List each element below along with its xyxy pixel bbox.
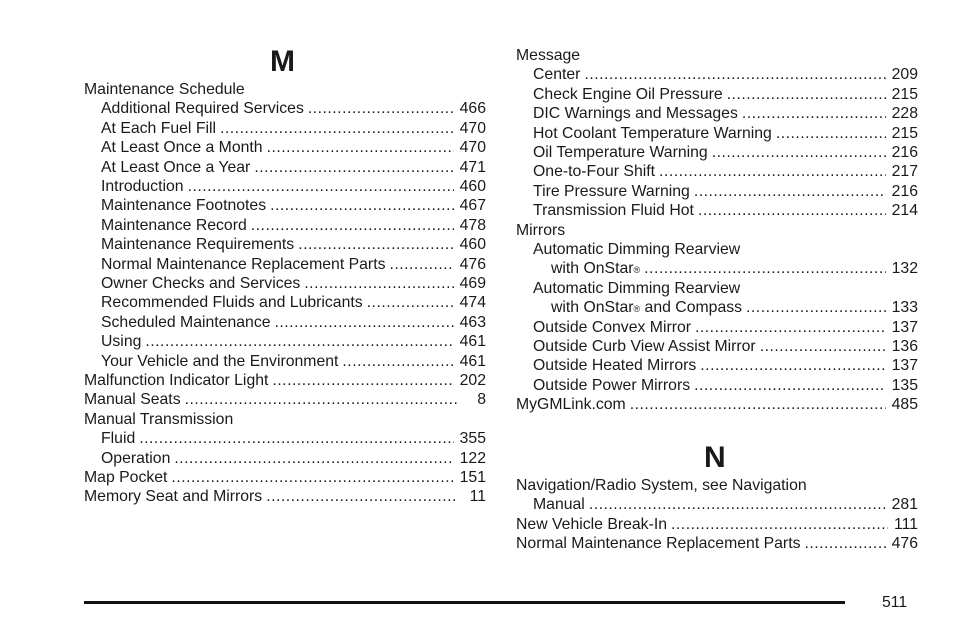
dot-leader [367, 293, 454, 312]
entry-page-number: 474 [459, 294, 486, 312]
page-number: 511 [882, 594, 908, 611]
index-entry [101, 216, 486, 235]
index-entry [101, 332, 486, 351]
index-entry [533, 495, 918, 514]
entry-label: DIC Warnings and Messages [533, 105, 738, 123]
entry-page-number: 8 [477, 391, 486, 409]
entry-label: Normal Maintenance Replacement Parts [516, 535, 801, 553]
entry-page-number: 136 [891, 338, 918, 355]
dot-leader [659, 162, 886, 181]
entry-label: Hot Coolant Temperature Warning [533, 124, 772, 142]
dot-leader [251, 216, 454, 235]
entry-label: Maintenance Footnotes [101, 197, 267, 215]
entry-label: Manual Transmission [84, 410, 234, 428]
entry-page-number: 214 [891, 202, 918, 220]
dot-leader [694, 376, 886, 395]
index-entry [533, 162, 918, 181]
entry-label: Introduction [101, 178, 184, 195]
entry-label: Automatic Dimming Rearview [533, 279, 741, 297]
entry-page-number: 485 [891, 396, 918, 414]
index-entry [84, 80, 486, 99]
entry-label: Manual [533, 496, 585, 514]
entry-label: One-to-Four Shift [533, 163, 656, 181]
index-entry [533, 124, 918, 143]
dot-leader [188, 177, 454, 196]
entry-page-number: 470 [459, 139, 486, 157]
entry-page-number: 463 [459, 313, 486, 331]
entry-page-number: 215 [891, 124, 918, 142]
index-entry [101, 138, 486, 157]
dot-leader [171, 468, 453, 487]
entry-page-number: 355 [459, 430, 486, 448]
index-entry [533, 65, 918, 84]
dot-leader [630, 395, 886, 414]
entry-page-number: 151 [459, 469, 486, 486]
entry-page-number: 122 [459, 449, 486, 467]
dot-leader [220, 119, 454, 138]
index-entry [101, 235, 486, 254]
index-entry [84, 371, 486, 390]
entry-label: Maintenance Record [101, 216, 247, 234]
dot-leader [760, 337, 886, 356]
entry-label: Outside Curb View Assist Mirror [533, 338, 756, 355]
entry-label: Owner Checks and Services [101, 275, 301, 292]
dot-leader [270, 196, 454, 215]
dot-leader [695, 318, 886, 337]
index-entry [84, 410, 486, 429]
entry-label: Manual Seats [84, 391, 181, 409]
entry-page-number: 470 [459, 119, 486, 137]
entry-page-number: 466 [459, 100, 486, 118]
entry-page-number: 460 [459, 236, 486, 254]
index-entry [101, 196, 486, 215]
index-entry [533, 318, 918, 337]
entry-page-number: 281 [891, 496, 918, 514]
entry-page-number: 135 [891, 376, 918, 394]
entry-label: Memory Seat and Mirrors [84, 488, 263, 506]
dot-leader [698, 201, 886, 220]
index-entry [101, 352, 486, 371]
index-entry [533, 356, 918, 375]
index-entry: with OnStar ® and Compass ..... 133 [551, 298, 918, 317]
dot-leader [254, 158, 453, 177]
entry-page-number: 476 [891, 535, 918, 553]
index-entry [533, 376, 918, 395]
dot-leader [174, 449, 453, 468]
entry-label: At Least Once a Year [101, 158, 251, 176]
index-entry [101, 449, 486, 468]
dot-leader [298, 235, 453, 254]
entry-label: Tire Pressure Warning [533, 182, 690, 200]
dot-leader [267, 138, 454, 157]
index-entry [533, 182, 918, 201]
entry-label: Normal Maintenance Replacement Parts [101, 255, 386, 273]
dot-leader [266, 487, 458, 506]
index-entry [533, 201, 918, 220]
entry-label: Oil Temperature Warning [533, 144, 708, 161]
dot-leader [776, 124, 886, 143]
entry-label: New Vehicle Break-In [516, 515, 668, 533]
entry-page-number: 209 [891, 66, 918, 84]
index-entry [516, 515, 918, 534]
index-entry [101, 274, 486, 293]
index-entry [101, 429, 486, 448]
entry-label: Your Vehicle and the Environment [101, 352, 339, 370]
dot-leader [185, 390, 458, 409]
entry-label: Using [101, 333, 142, 351]
dot-leader [308, 99, 454, 118]
entry-page-number: 11 [469, 488, 486, 506]
entry-label: Malfunction Indicator Light [84, 372, 269, 389]
index-entry [101, 313, 486, 332]
index-entry [533, 85, 918, 104]
dot-leader [272, 371, 453, 390]
index-entry [516, 46, 918, 65]
entry-label: Outside Heated Mirrors [533, 357, 697, 375]
entry-label: Map Pocket [84, 469, 168, 486]
section-letter-m: M [270, 45, 295, 78]
entry-label: Automatic Dimming Rearview [533, 241, 741, 258]
entry-label: Maintenance Requirements [101, 236, 295, 254]
entry-label: Additional Required Services [101, 100, 304, 118]
dot-leader [584, 65, 885, 84]
index-entry [101, 99, 486, 118]
entry-label: Message [516, 47, 581, 64]
dot-leader [727, 85, 886, 104]
entry-label: MyGMLink.com [516, 396, 626, 414]
index-entry [84, 390, 486, 409]
dot-leader [804, 534, 885, 553]
entry-label: with OnStar [551, 260, 634, 278]
index-entry [101, 177, 486, 196]
entry-page-number: 460 [459, 178, 486, 195]
dot-leader [304, 274, 453, 293]
index-entry [533, 240, 918, 259]
dot-leader [671, 515, 888, 534]
index-entry [101, 255, 486, 274]
entry-label-suffix: and Compass [640, 299, 743, 317]
index-entry [533, 279, 918, 298]
dot-leader [275, 313, 454, 332]
dot-leader [742, 104, 886, 123]
entry-page-number: 476 [459, 255, 486, 273]
dot-leader [389, 255, 453, 274]
entry-page-number: 217 [891, 163, 918, 181]
entry-page-number: 216 [891, 182, 918, 200]
index-entry: with OnStar ® ..... 132 [551, 259, 918, 278]
entry-page-number: 215 [891, 85, 918, 103]
footer-rule [84, 601, 845, 604]
dot-leader [145, 332, 453, 351]
dot-leader [589, 495, 886, 514]
entry-page-number: 137 [891, 318, 918, 336]
index-entry [101, 119, 486, 138]
entry-label: Center [533, 66, 581, 84]
entry-label: At Least Once a Month [101, 139, 263, 157]
index-entry [101, 293, 486, 312]
entry-page-number: 461 [459, 352, 486, 370]
entry-page-number: 132 [891, 260, 918, 278]
index-entry [516, 395, 918, 414]
dot-leader [694, 182, 886, 201]
index-entry [516, 476, 918, 495]
entry-label: Check Engine Oil Pressure [533, 85, 723, 103]
index-entry [516, 221, 918, 240]
index-entry [84, 468, 486, 487]
entry-label: Scheduled Maintenance [101, 313, 271, 331]
entry-page-number: 111 [893, 515, 918, 533]
entry-label: with OnStar [551, 299, 634, 317]
index-entry [84, 487, 486, 506]
entry-label: Navigation/Radio System, see Navigation [516, 477, 807, 494]
dot-leader [746, 298, 886, 317]
dot-leader [342, 352, 453, 371]
entry-page-number: 228 [891, 105, 918, 123]
entry-label: Outside Convex Mirror [533, 318, 692, 336]
index-entry [533, 337, 918, 356]
index-entry [533, 143, 918, 162]
entry-label: Transmission Fluid Hot [533, 202, 694, 220]
index-entry [533, 104, 918, 123]
dot-leader [700, 356, 885, 375]
entry-page-number: 202 [459, 372, 486, 389]
entry-page-number: 478 [459, 216, 486, 234]
index-entry [516, 534, 918, 553]
entry-label: Recommended Fluids and Lubricants [101, 294, 363, 312]
dot-leader [644, 259, 885, 278]
entry-page-number: 461 [459, 333, 486, 351]
entry-label: Operation [101, 449, 171, 467]
dot-leader [712, 143, 886, 162]
entry-label: Fluid [101, 430, 136, 448]
entry-page-number: 471 [459, 158, 486, 176]
dot-leader [139, 429, 453, 448]
entry-label: Mirrors [516, 221, 566, 239]
entry-label: At Each Fuel Fill [101, 119, 217, 137]
entry-label: Maintenance Schedule [84, 81, 245, 98]
entry-page-number: 133 [891, 299, 918, 317]
section-letter-n: N [704, 441, 726, 474]
entry-page-number: 137 [891, 357, 918, 375]
entry-page-number: 216 [891, 144, 918, 161]
entry-label: Outside Power Mirrors [533, 376, 691, 394]
entry-page-number: 467 [459, 197, 486, 215]
entry-page-number: 469 [459, 275, 486, 292]
index-entry [101, 158, 486, 177]
